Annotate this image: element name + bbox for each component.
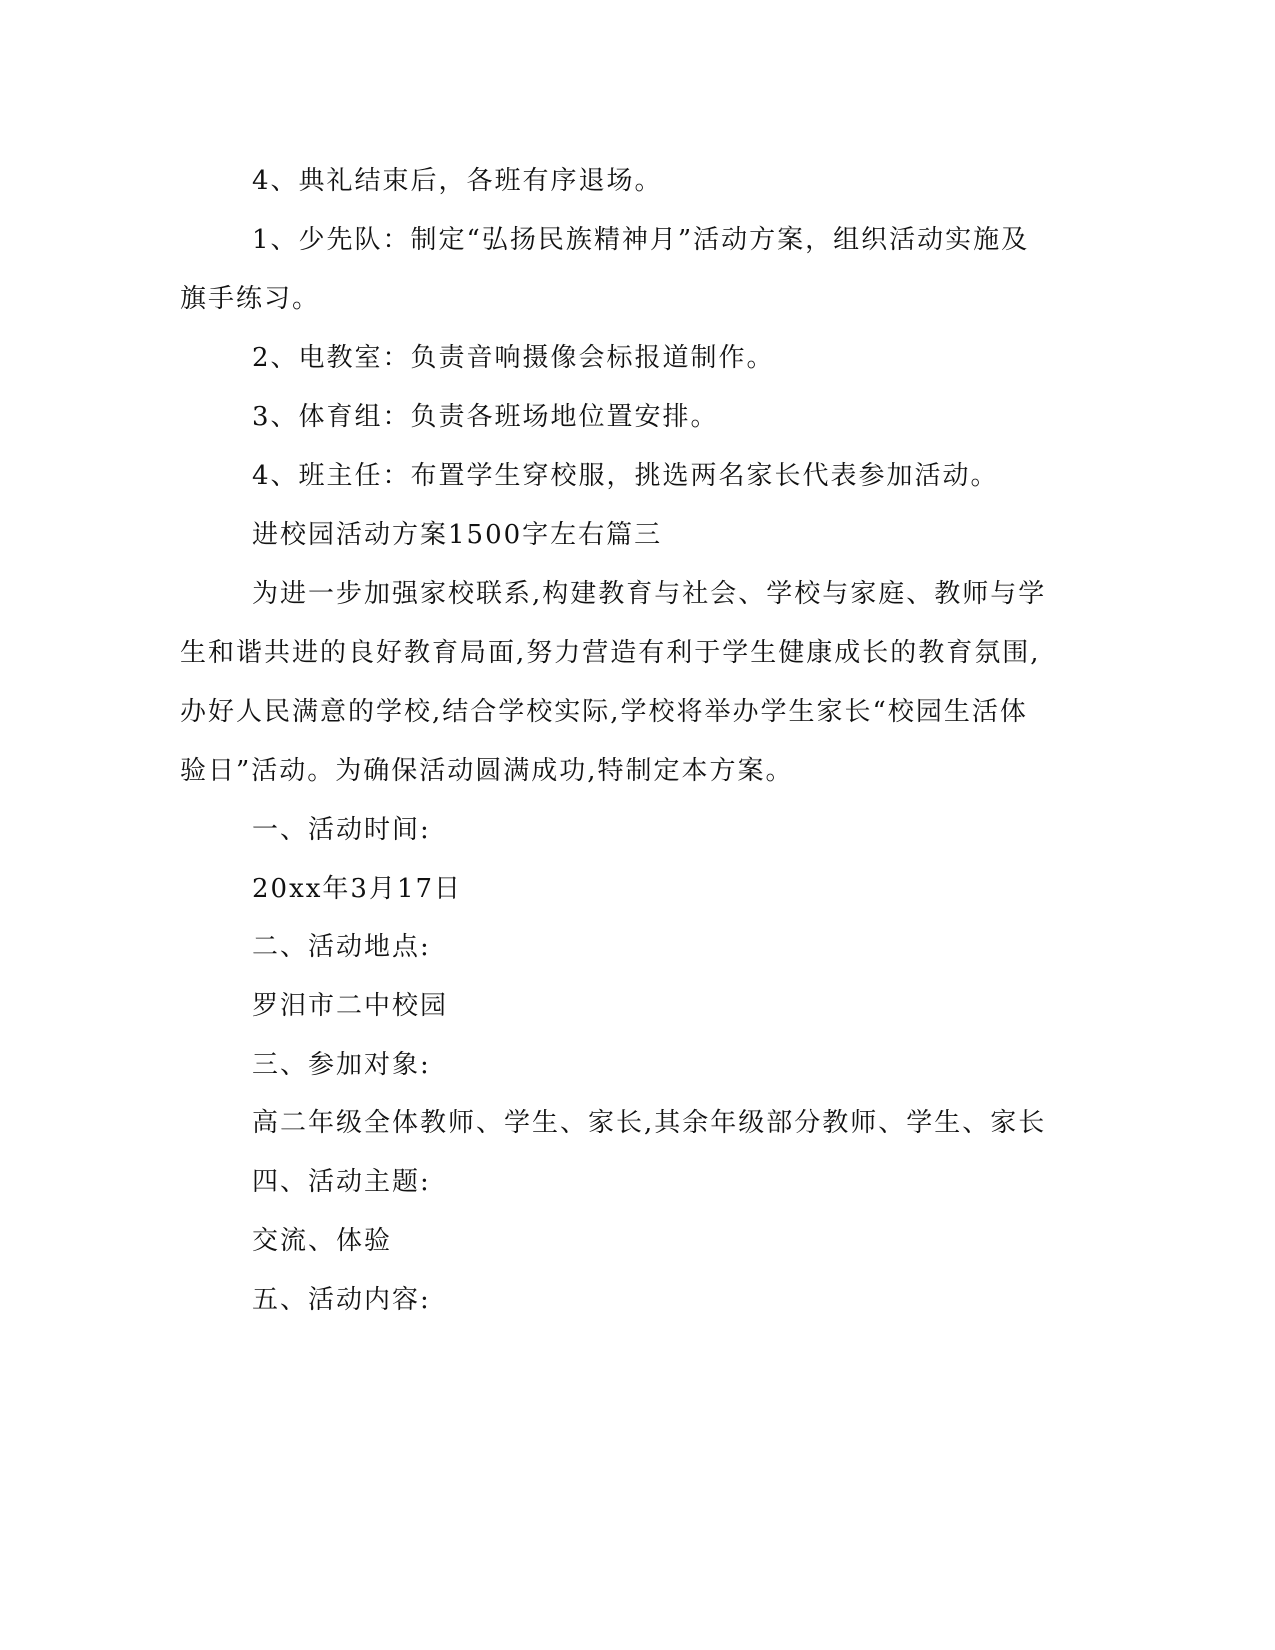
text-line-head-teacher: 4、班主任：布置学生穿校服，挑选两名家长代表参加活动。 <box>252 461 999 491</box>
text-line-pe-group: 3、体育组：负责各班场地位置安排。 <box>252 402 719 432</box>
item-value-time: 20xx年3月17日 <box>252 874 463 904</box>
paragraph-line-1: 为进一步加强家校联系,构建教育与社会、学校与家庭、教师与学 <box>252 579 1047 609</box>
item-heading-content: 五、活动内容: <box>252 1285 431 1315</box>
text-line-av-room: 2、电教室：负责音响摄像会标报道制作。 <box>252 343 775 373</box>
item-heading-theme: 四、活动主题: <box>252 1167 431 1197</box>
text-line-ceremony-end: 4、典礼结束后，各班有序退场。 <box>252 166 663 196</box>
text-line-young-pioneers: 1、少先队：制定“弘扬民族精神月”活动方案，组织活动实施及 <box>252 225 1030 255</box>
paragraph-line-4: 验日”活动。为确保活动圆满成功,特制定本方案。 <box>180 756 794 786</box>
item-value-theme: 交流、体验 <box>252 1226 393 1256</box>
paragraph-line-3: 办好人民满意的学校,结合学校实际,学校将举办学生家长“校园生活体 <box>180 697 1028 727</box>
item-heading-participants: 三、参加对象: <box>252 1050 431 1080</box>
text-line-flag-practice: 旗手练习。 <box>180 284 321 314</box>
item-heading-location: 二、活动地点: <box>252 932 431 962</box>
item-value-location: 罗汨市二中校园 <box>252 991 449 1021</box>
paragraph-line-2: 生和谐共进的良好教育局面,努力营造有利于学生健康成长的教育氛围, <box>180 638 1041 668</box>
item-value-participants: 高二年级全体教师、学生、家长,其余年级部分教师、学生、家长 <box>252 1108 1047 1138</box>
section-heading: 进校园活动方案1500字左右篇三 <box>252 520 663 550</box>
item-heading-time: 一、活动时间: <box>252 815 431 845</box>
